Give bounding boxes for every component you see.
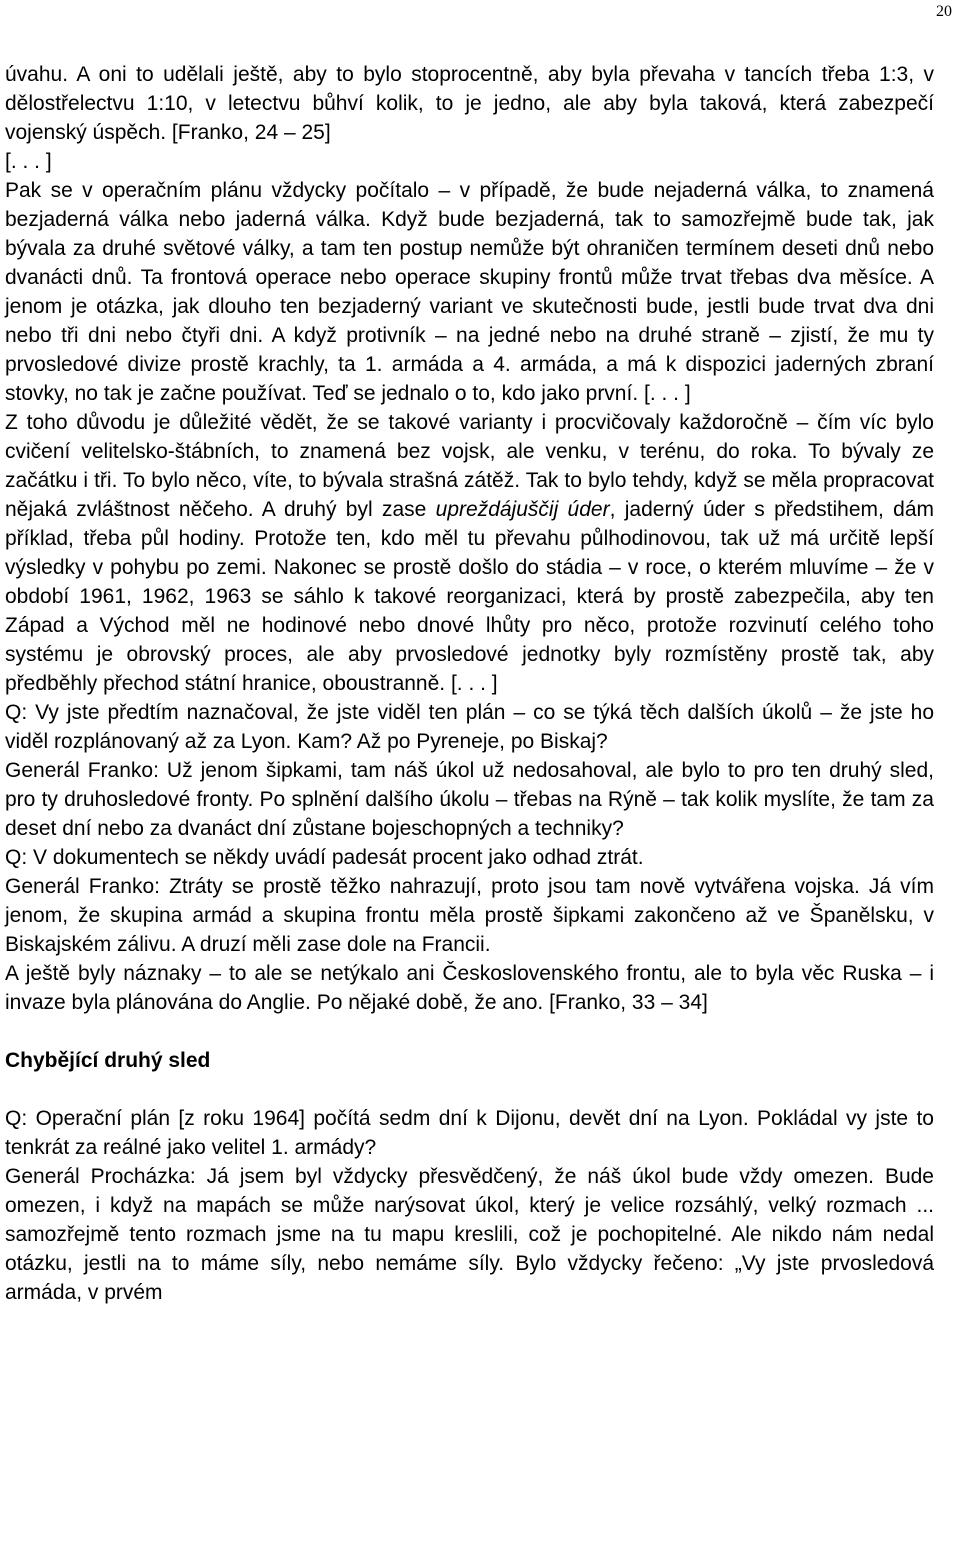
document-body: [5, 60, 934, 1307]
paragraph-text-part: Z toho důvodu je důležité vědět, že se takové varianty i procvičovaly každoročně – čím víc bylo cvičení velitelsko-štábních, to znamená bez vojsk, ale venku, v terénu, do roka. To bývaly ze začátku i tři. To bylo něco, víte, to bývala strašná zátěž. Tak to bylo tehdy, když se měla propracovat nějaká zvláštnost něčeho. A druhý byl zase: [5, 411, 934, 521]
paragraph-uvahu: úvahu. A oni to udělali ještě, aby to bylo stoprocentně, aby byla převaha v tancích třeba 1:3, v dělostřelectvu 1:10, v letectvu bůhví kolik, to je jedno, ale aby byla taková, která zabezpečí vojenský úspěch. [Franko, 24 – 25]: [5, 63, 934, 144]
question-lyon: Q: Vy jste předtím naznačoval, že jste viděl ten plán – co se týká těch dalších úkolů – že jste ho viděl rozplánovaný až za Lyon. Kam? Až po Pyreneje, po Biskaj?: [5, 701, 934, 753]
question-operacni-plan-1964: Q: Operační plán [z roku 1964] počítá sedm dní k Dijonu, devět dní na Lyon. Pokládal vy jste to tenkrát za reálné jako velitel 1. armády?: [5, 1107, 934, 1159]
paragraph-z-toho-duvodu: [5, 408, 934, 698]
question-padesat-procent: Q: V dokumentech se někdy uvádí padesát procent jako odhad ztrát.: [5, 846, 644, 869]
paragraph-operacni-plan: Pak se v operačním plánu vždycky počítalo – v případě, že bude nejaderná válka, to znamená bezjaderná válka nebo jaderná válka. Když bude bezjaderná, tak to samozřejmě bude tak, jak bývala za druhé světové války, a tam ten postup nemůže být ohraničen termínem deseti dnů nebo dvanácti dnů. Ta frontová operace nebo operace skupiny frontů může trvat třebas dva měsíce. A jenom je otázka, jak dlouho ten bezjaderný variant ve skutečnosti bude, jestli bude trvat dva dni nebo tři dni nebo čtyři dni. A když protivník – na jedné nebo na druhé straně – zjistí, že mu ty prvosledové divize prostě krachly, ta 1. armáda a 4. armáda, a má k dispozici jaderných zbraní stovky, no tak je začne používat. Teď se jednalo o to, kdo jako první. [. . . ]: [5, 179, 934, 405]
paragraph-text-part: , jaderný úder s předstihem, dám příklad, třeba půl hodiny. Protože ten, kdo měl tu převahu půlhodinovou, tak už má určitě lepší výsledky v pohybu po zemi. Nakonec se prostě došlo do stádia – v roce, o kterém mluvíme – že v období 1961, 1962, 1963 se sáhlo k takové reorganizaci, která by prostě zabezpečila, aby ten Západ a Východ měl ne hodinové nebo dnové lhůty pro něco, protože rozvinutí celého toho systému je obrovský proces, ale aby prvosledové jednotky byly rozmístěny prostě tak, aby předběhly přechod státní hranice, oboustranně. [. . . ]: [5, 498, 935, 695]
section-heading: Chybějící druhý sled: [5, 1049, 211, 1072]
answer-franko-ztraty: Generál Franko: Ztráty se prostě těžko nahrazují, proto jsou tam nově vytvářena vojska. Já vím jenom, že skupina armád a skupina frontu měla prostě šipkami zakončeno až ve Španělsku, v Biskajském zálivu. A druzí měli zase dole na Francii.: [5, 875, 934, 956]
ellipsis-marker: [. . . ]: [5, 150, 52, 173]
spacer: [5, 1017, 934, 1046]
page-number: 20: [936, 3, 952, 20]
answer-franko-sipkami: Generál Franko: Už jenom šipkami, tam náš úkol už nedosahoval, ale bylo to pro ten druhý sled, pro ty druhosledové fronty. Po splnění dalšího úkolu – třebas na Rýně – tak kolik myslíte, že tam za deset dní nebo za dvanáct dní zůstane bojeschopných a techniky?: [5, 759, 934, 840]
italic-term: upreždájuščij úder: [435, 498, 610, 521]
paragraph-naznaky-invaze: A ještě byly náznaky – to ale se netýkalo ani Československého frontu, ale to byla věc Ruska – i invaze byla plánována do Anglie. Po nějaké době, že ano. [Franko, 33 – 34]: [5, 962, 934, 1014]
answer-prochazka: Generál Procházka: Já jsem byl vždycky přesvědčený, že náš úkol bude vždy omezen. Bude omezen, i když na mapách se může narýsovat úkol, který je velice rozsáhlý, velký rozmach ... samozřejmě tento rozmach jsme na tu mapu kreslili, což je pochopitelné. Ale nikdo nám nedal otázku, jestli na to máme síly, nebo nemáme síly. Bylo vždycky řečeno: „Vy jste prvosledová armáda, v prvém: [5, 1165, 934, 1304]
spacer: [5, 1075, 934, 1104]
